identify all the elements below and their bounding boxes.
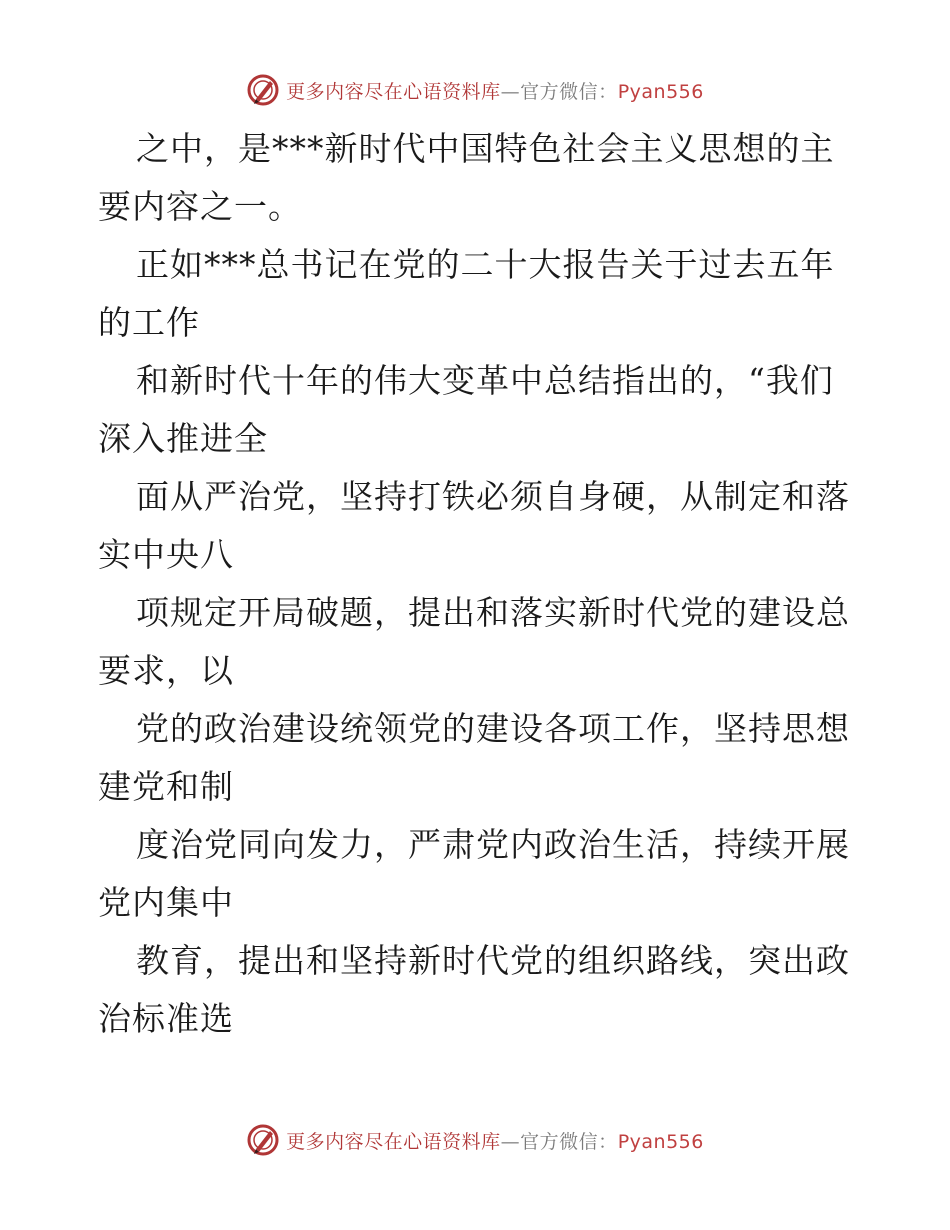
body-line: 度治党同向发力，严肃党内政治生活，持续开展 bbox=[136, 825, 850, 864]
body-line: 党内集中 bbox=[98, 883, 234, 922]
body-line: 深入推进全 bbox=[98, 419, 268, 458]
body-line: 治标准选 bbox=[98, 999, 234, 1038]
header-banner bbox=[0, 70, 950, 110]
body-line: 建党和制 bbox=[98, 767, 234, 806]
header-banner-wechat-id: Pyan556 bbox=[617, 80, 704, 103]
body-line: 之中，是***新时代中国特色社会主义思想的主 bbox=[136, 129, 835, 168]
document-body bbox=[98, 120, 858, 1048]
body-line: 和新时代十年的伟大变革中总结指出的，“我们 bbox=[136, 361, 834, 400]
body-line: 实中央八 bbox=[98, 535, 234, 574]
footer-banner-separator: — bbox=[500, 1130, 521, 1153]
body-line: 要求，以 bbox=[98, 651, 234, 690]
body-line: 正如***总书记在党的二十大报告关于过去五年 bbox=[136, 245, 835, 284]
body-line: 教育，提出和坚持新时代党的组织路线，突出政 bbox=[136, 941, 850, 980]
body-line: 面从严治党，坚持打铁必须自身硬，从制定和落 bbox=[136, 477, 850, 516]
pen-circle-logo-icon bbox=[246, 73, 280, 107]
body-line: 项规定开局破题，提出和落实新时代党的建设总 bbox=[136, 593, 850, 632]
header-banner-separator: — bbox=[500, 80, 521, 103]
body-line: 要内容之一。 bbox=[98, 187, 302, 226]
body-line: 的工作 bbox=[98, 303, 200, 342]
pen-circle-logo-icon bbox=[246, 1123, 280, 1157]
header-banner-main: 更多内容尽在心语资料库 bbox=[286, 80, 501, 103]
footer-banner-wechat-label: 官方微信： bbox=[520, 1130, 618, 1153]
footer-banner-text bbox=[286, 1127, 704, 1154]
footer-banner bbox=[0, 1120, 950, 1160]
footer-banner-main: 更多内容尽在心语资料库 bbox=[286, 1130, 501, 1153]
body-line: 党的政治建设统领党的建设各项工作，坚持思想 bbox=[136, 709, 850, 748]
header-banner-text bbox=[286, 77, 704, 104]
footer-banner-wechat-id: Pyan556 bbox=[617, 1130, 704, 1153]
header-banner-wechat-label: 官方微信： bbox=[520, 80, 618, 103]
